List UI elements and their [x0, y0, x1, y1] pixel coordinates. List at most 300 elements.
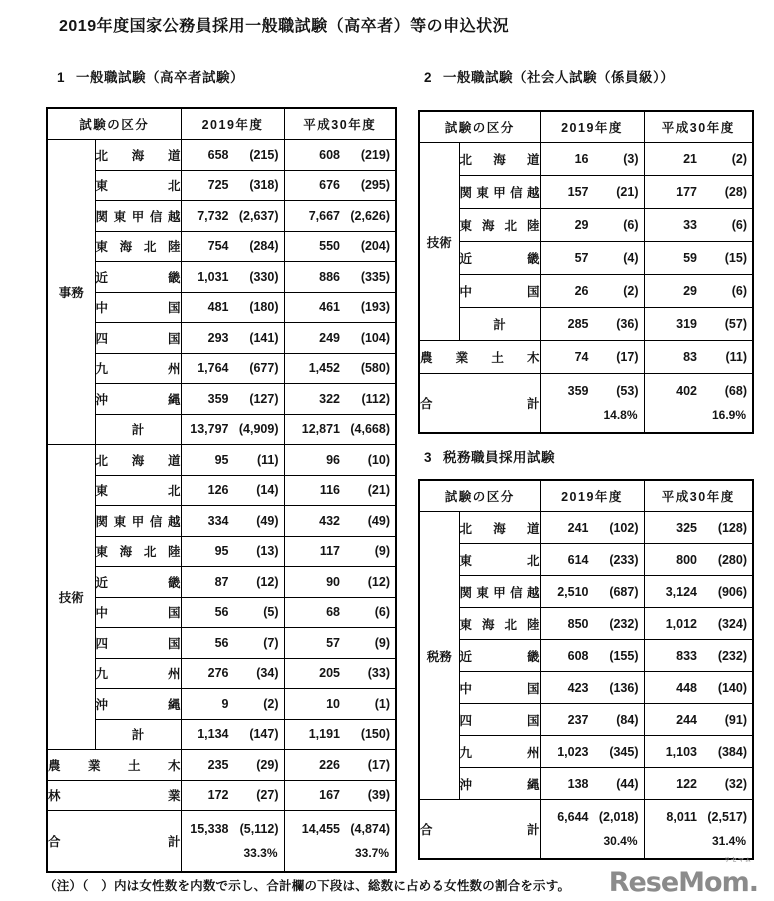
region-label: 中 国	[95, 292, 181, 323]
region-label: 北 海 道	[459, 143, 540, 176]
value-female: (141)	[249, 330, 279, 345]
table-row	[47, 689, 396, 720]
value-total: 177	[676, 185, 697, 199]
value-total: 1,103	[665, 744, 697, 759]
value-total: 293	[207, 330, 229, 345]
value-wrap	[285, 788, 396, 802]
value-female: (34)	[256, 666, 279, 681]
value-wrap	[182, 209, 284, 223]
grand-total-cell	[540, 374, 644, 434]
grand-total-row	[47, 811, 396, 873]
section-3-label: 税務職員採用試験	[443, 450, 556, 465]
value-wrap	[541, 152, 644, 166]
value-total: 8,011	[666, 810, 697, 824]
value-female: (4,668)	[350, 422, 390, 437]
value-wrap	[541, 649, 644, 663]
value-cell	[181, 445, 284, 476]
value-cell	[284, 445, 396, 476]
value-cell	[181, 597, 284, 628]
region-label: 東 海 北 陸	[459, 209, 540, 242]
value-wrap	[541, 251, 644, 265]
value-wrap	[285, 483, 396, 497]
category-label: 農 業 土 木	[47, 750, 181, 781]
value-wrap	[645, 777, 753, 791]
table-row	[419, 576, 753, 608]
table-row	[47, 780, 396, 811]
value-wrap	[285, 544, 396, 558]
value-cell	[540, 736, 644, 768]
value-cell	[540, 576, 644, 608]
value-female: (33)	[367, 666, 390, 681]
table-general-kosotsu	[46, 107, 397, 873]
subtotal-label: 計	[95, 719, 181, 750]
value-wrap	[182, 575, 284, 589]
region-label: 九 州	[95, 658, 181, 689]
value-wrap	[182, 788, 284, 802]
value-total: 15,338	[190, 821, 229, 836]
value-total: 359	[567, 384, 589, 398]
value-cell	[540, 143, 644, 176]
value-total: 725	[207, 178, 229, 193]
value-female: (29)	[256, 757, 279, 772]
value-female: (4,909)	[238, 422, 279, 437]
value-cell	[181, 750, 284, 781]
value-total: 1,764	[197, 361, 229, 376]
value-wrap	[541, 284, 644, 298]
value-percent: 30.4%	[603, 834, 638, 848]
value-percent: 31.4%	[711, 834, 746, 848]
value-wrap	[645, 681, 753, 695]
value-wrap	[182, 178, 284, 192]
value-wrap	[182, 758, 284, 772]
value-total: 1,452	[308, 361, 340, 376]
table-row	[419, 768, 753, 800]
value-female: (11)	[256, 452, 279, 467]
value-cell	[284, 597, 396, 628]
value-total: 138	[567, 776, 589, 791]
value-cell	[181, 567, 284, 598]
region-label: 沖 縄	[95, 384, 181, 415]
value-cell	[181, 536, 284, 567]
value-cell	[284, 536, 396, 567]
value-female: (204)	[360, 239, 390, 254]
value-cell	[181, 414, 284, 445]
value-total: 461	[319, 300, 340, 315]
table-row	[419, 736, 753, 768]
column-header-h30: 平成30年度	[644, 480, 753, 512]
value-wrap	[285, 331, 396, 345]
table-row	[47, 231, 396, 262]
value-wrap	[182, 453, 284, 467]
value-cell	[284, 506, 396, 537]
value-total: 448	[676, 680, 697, 695]
value-total: 1,134	[197, 727, 229, 742]
value-wrap	[541, 713, 644, 727]
region-label: 東 海 北 陸	[95, 536, 181, 567]
value-wrap	[645, 810, 753, 824]
value-total: 122	[676, 776, 697, 791]
value-female: (9)	[374, 635, 390, 650]
table-body	[47, 108, 396, 872]
value-wrap	[645, 649, 753, 663]
column-header-category: 試験の区分	[419, 480, 540, 512]
value-wrap	[182, 636, 284, 650]
value-cell	[540, 672, 644, 704]
value-total: 359	[207, 391, 229, 406]
region-label: 北 海 道	[95, 445, 181, 476]
value-cell	[540, 608, 644, 640]
value-cell	[181, 231, 284, 262]
value-total: 481	[207, 300, 229, 315]
region-label: 中 国	[459, 672, 540, 704]
value-female: (4,874)	[350, 821, 390, 836]
table-row	[419, 672, 753, 704]
value-wrap	[645, 384, 753, 398]
value-wrap	[182, 300, 284, 314]
table-body	[419, 111, 753, 433]
region-label: 四 国	[95, 628, 181, 659]
value-cell	[540, 512, 644, 544]
section-2-title	[424, 66, 674, 86]
value-wrap	[285, 178, 396, 192]
value-wrap	[285, 822, 396, 836]
value-female: (318)	[249, 178, 279, 193]
section-1-title	[57, 66, 244, 86]
value-female: (193)	[360, 300, 390, 315]
table-row	[47, 170, 396, 201]
value-total: 676	[319, 178, 340, 193]
region-label: 北 海 道	[459, 512, 540, 544]
value-wrap	[645, 745, 753, 759]
value-percent: 16.9%	[711, 408, 746, 422]
column-header-h30: 平成30年度	[644, 111, 753, 143]
value-cell	[284, 292, 396, 323]
value-total: 226	[319, 757, 340, 772]
value-total: 754	[207, 239, 229, 254]
value-wrap	[285, 514, 396, 528]
value-wrap	[541, 585, 644, 599]
value-cell	[540, 242, 644, 275]
table-row	[47, 384, 396, 415]
value-female: (17)	[616, 350, 639, 364]
grand-total-wrap	[182, 811, 284, 871]
value-female: (84)	[616, 712, 639, 727]
grand-total-row	[419, 374, 753, 434]
value-wrap	[285, 636, 396, 650]
value-female: (232)	[609, 616, 639, 631]
value-wrap	[182, 822, 284, 836]
value-female: (127)	[249, 391, 279, 406]
value-cell	[540, 176, 644, 209]
resemom-logo-wordmark: ReseMom	[608, 867, 749, 898]
value-wrap	[645, 152, 753, 166]
value-total: 95	[214, 452, 229, 467]
value-total: 56	[214, 635, 229, 650]
table-row	[47, 719, 396, 750]
value-wrap	[645, 585, 753, 599]
value-female: (13)	[256, 544, 279, 559]
value-total: 9	[221, 696, 229, 711]
header-row	[47, 108, 396, 140]
value-wrap	[285, 239, 396, 253]
value-female: (11)	[725, 350, 747, 364]
value-total: 614	[567, 552, 589, 567]
value-female: (324)	[717, 616, 747, 631]
value-total: 1,012	[665, 616, 697, 631]
value-wrap	[645, 713, 753, 727]
region-label: 近 畿	[459, 242, 540, 275]
value-total: 12,871	[301, 422, 340, 437]
value-percent: 33.3%	[243, 846, 278, 861]
category-label: 農 業 土 木	[419, 341, 540, 374]
table-row	[47, 140, 396, 171]
region-label: 四 国	[459, 704, 540, 736]
table-row	[419, 275, 753, 308]
value-total: 1,023	[557, 744, 589, 759]
value-female: (49)	[256, 513, 279, 528]
table-row	[47, 536, 396, 567]
value-female: (17)	[367, 757, 390, 772]
value-total: 74	[574, 350, 589, 364]
value-wrap	[541, 681, 644, 695]
value-female: (5)	[263, 605, 279, 620]
region-label: 沖 縄	[95, 689, 181, 720]
value-total: 13,797	[190, 422, 229, 437]
value-wrap	[541, 617, 644, 631]
value-female: (39)	[367, 788, 390, 803]
value-female: (2)	[731, 152, 747, 166]
value-wrap	[541, 185, 644, 199]
value-female: (233)	[609, 552, 639, 567]
value-female: (330)	[249, 269, 279, 284]
value-total: 322	[319, 391, 340, 406]
value-female: (104)	[360, 330, 390, 345]
value-female: (91)	[724, 712, 747, 727]
header-row	[419, 480, 753, 512]
value-female: (232)	[717, 648, 747, 663]
table-row	[419, 544, 753, 576]
value-cell	[181, 353, 284, 384]
value-total: 285	[567, 317, 589, 331]
value-female: (6)	[374, 605, 390, 620]
table-row	[47, 750, 396, 781]
table-row	[419, 512, 753, 544]
value-wrap	[541, 553, 644, 567]
value-cell	[644, 544, 753, 576]
grand-total-cell	[284, 811, 396, 873]
value-total: 87	[214, 574, 229, 589]
value-wrap	[285, 270, 396, 284]
value-wrap	[182, 361, 284, 375]
table-row	[419, 242, 753, 275]
value-female: (21)	[367, 483, 390, 498]
grand-total-label: 合 計	[419, 800, 540, 860]
column-header-category: 試験の区分	[419, 111, 540, 143]
value-cell	[181, 323, 284, 354]
value-wrap	[645, 617, 753, 631]
value-cell	[284, 140, 396, 171]
value-female: (2)	[623, 284, 639, 298]
value-wrap	[182, 697, 284, 711]
section-3-title	[424, 446, 555, 466]
value-cell	[540, 275, 644, 308]
value-total: 658	[207, 147, 229, 162]
value-total: 6,644	[557, 810, 589, 824]
value-wrap	[541, 384, 644, 398]
table-row	[47, 475, 396, 506]
category-label: 林 業	[47, 780, 181, 811]
value-wrap	[285, 697, 396, 711]
value-female: (295)	[360, 178, 390, 193]
value-cell	[540, 704, 644, 736]
value-female: (180)	[249, 300, 279, 315]
value-cell	[644, 512, 753, 544]
value-female: (128)	[717, 520, 747, 535]
value-female: (27)	[256, 788, 279, 803]
group-label: 技術	[419, 143, 459, 341]
value-total: 96	[326, 452, 340, 467]
value-wrap	[541, 350, 644, 364]
value-total: 237	[567, 712, 589, 727]
section-1-label: 一般職試験（高卒者試験）	[76, 70, 245, 85]
table-row	[47, 292, 396, 323]
value-female: (53)	[616, 384, 639, 398]
value-female: (32)	[724, 776, 747, 791]
section-2-label: 一般職試験（社会人試験（係員級））	[443, 70, 675, 85]
column-header-h30: 平成30年度	[284, 108, 396, 140]
value-female: (335)	[360, 269, 390, 284]
table-row	[47, 353, 396, 384]
value-female: (112)	[361, 391, 390, 406]
value-total: 29	[574, 218, 589, 232]
value-female: (2,637)	[238, 208, 279, 223]
value-cell	[284, 231, 396, 262]
section-3-number: 3	[424, 450, 433, 465]
value-female: (12)	[367, 574, 390, 589]
resemom-logo-ruby: リセマム	[724, 858, 752, 864]
value-total: 7,732	[197, 208, 229, 223]
value-cell	[181, 719, 284, 750]
table-row	[47, 658, 396, 689]
value-wrap	[182, 270, 284, 284]
table-row	[419, 704, 753, 736]
value-cell	[284, 262, 396, 293]
value-female: (384)	[717, 744, 747, 759]
grand-total-cell	[644, 374, 753, 434]
value-wrap	[541, 317, 644, 331]
value-wrap	[645, 521, 753, 535]
value-cell	[644, 308, 753, 341]
value-wrap	[182, 422, 284, 436]
value-cell	[181, 689, 284, 720]
value-cell	[644, 209, 753, 242]
column-header-2019: 2019年度	[181, 108, 284, 140]
region-label: 東 北	[459, 544, 540, 576]
value-wrap	[541, 777, 644, 791]
value-total: 402	[676, 384, 697, 398]
value-wrap	[182, 392, 284, 406]
table-row	[47, 506, 396, 537]
value-female: (10)	[367, 452, 390, 467]
value-female: (136)	[609, 680, 639, 695]
value-cell	[540, 308, 644, 341]
resemom-logo	[608, 850, 758, 898]
value-cell	[181, 262, 284, 293]
value-total: 157	[567, 185, 589, 199]
table-ippan-kosotsu	[46, 107, 397, 873]
table-row	[419, 341, 753, 374]
region-label: 九 州	[95, 353, 181, 384]
value-total: 14,455	[301, 821, 340, 836]
region-label: 九 州	[459, 736, 540, 768]
value-female: (150)	[360, 727, 390, 742]
value-total: 10	[326, 696, 340, 711]
value-total: 2,510	[557, 584, 589, 599]
value-total: 1,191	[308, 727, 340, 742]
value-wrap	[645, 218, 753, 232]
table-row	[47, 597, 396, 628]
value-total: 167	[319, 788, 340, 803]
region-label: 関東甲信越	[95, 506, 181, 537]
value-female: (36)	[616, 317, 639, 331]
column-header-category: 試験の区分	[47, 108, 181, 140]
value-percent: 33.7%	[354, 846, 389, 861]
region-label: 近 畿	[95, 567, 181, 598]
grand-total-cell	[181, 811, 284, 873]
value-total: 116	[319, 483, 340, 498]
value-wrap	[541, 810, 644, 824]
value-female: (580)	[360, 361, 390, 376]
value-total: 833	[676, 648, 697, 663]
value-female: (147)	[249, 727, 279, 742]
value-cell	[181, 292, 284, 323]
region-label: 東 北	[95, 170, 181, 201]
table-row	[419, 209, 753, 242]
table-ippan-shakaijin	[418, 110, 754, 434]
value-cell	[181, 780, 284, 811]
value-cell	[181, 201, 284, 232]
table-row	[419, 176, 753, 209]
value-total: 276	[207, 666, 229, 681]
value-total: 21	[683, 152, 697, 166]
table-row	[47, 323, 396, 354]
value-female: (9)	[374, 544, 390, 559]
value-wrap	[645, 317, 753, 331]
region-label: 関東甲信越	[459, 176, 540, 209]
value-female: (140)	[717, 680, 747, 695]
value-total: 244	[676, 712, 697, 727]
value-total: 334	[207, 513, 229, 528]
value-cell	[540, 640, 644, 672]
column-header-2019: 2019年度	[540, 111, 644, 143]
grand-total-label: 合 計	[419, 374, 540, 434]
value-wrap	[182, 148, 284, 162]
value-female: (6)	[623, 218, 639, 232]
value-female: (68)	[724, 384, 747, 398]
value-female: (12)	[256, 574, 279, 589]
value-total: 57	[326, 635, 340, 650]
value-total: 850	[567, 616, 589, 631]
value-wrap	[182, 727, 284, 741]
value-total: 68	[326, 605, 340, 620]
value-cell	[284, 384, 396, 415]
value-wrap	[645, 350, 753, 364]
value-wrap	[182, 331, 284, 345]
table-row	[47, 201, 396, 232]
value-female: (102)	[609, 520, 639, 535]
value-total: 249	[319, 330, 340, 345]
value-total: 126	[207, 483, 229, 498]
